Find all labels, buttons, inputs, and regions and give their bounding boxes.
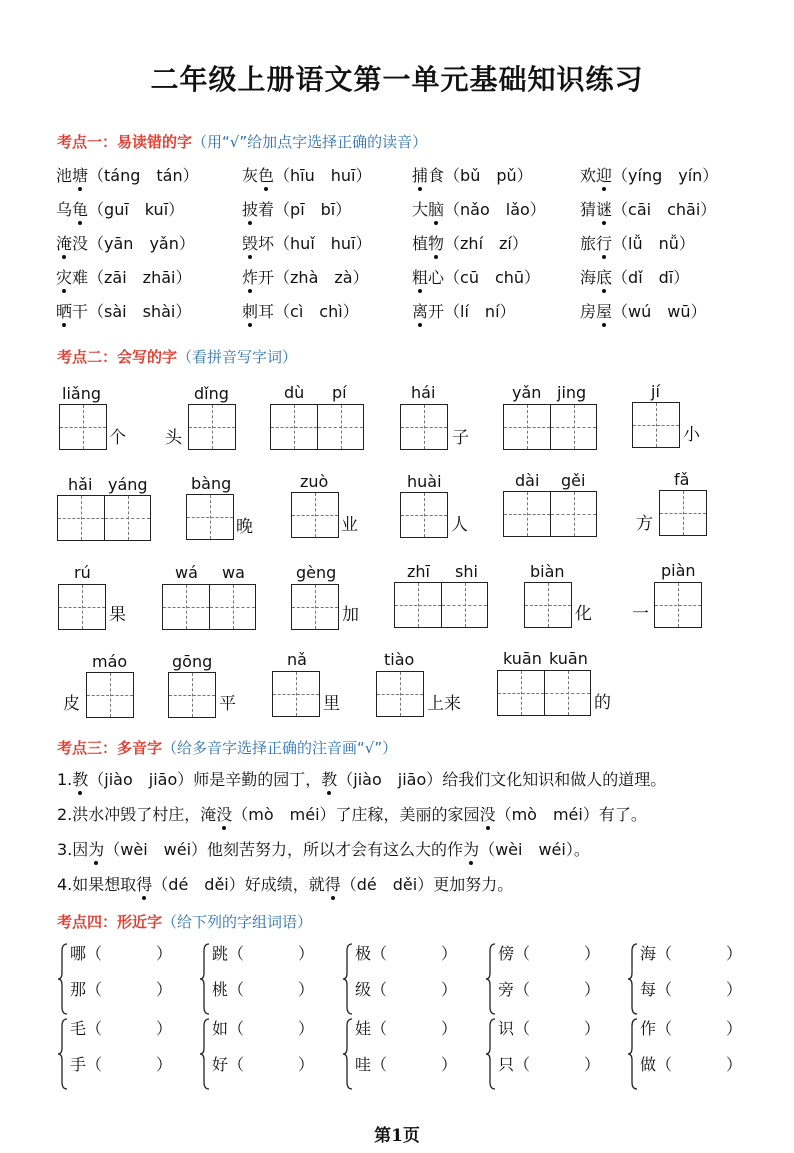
given-char: 人	[451, 515, 468, 535]
dotted-char: 灾	[56, 268, 73, 287]
given-char: 方	[636, 514, 653, 534]
close-paren: ）	[298, 1055, 315, 1074]
pinyin-ru: rú	[74, 563, 91, 582]
reading-item[interactable]	[580, 197, 716, 220]
brace-icon	[343, 943, 353, 1015]
given-char: 上来	[427, 694, 461, 714]
similar-char-group	[628, 1016, 758, 1092]
pinyin-zhi: zhī	[407, 562, 430, 581]
pinyin-huai: huài	[407, 472, 442, 491]
char-blank[interactable]: 旁（	[498, 980, 531, 999]
pinyin-gei: gěi	[561, 471, 586, 490]
tianzige-box[interactable]	[524, 582, 572, 628]
word-char: 没	[72, 234, 89, 253]
given-char: 业	[341, 515, 358, 535]
tianzige-box[interactable]	[168, 672, 216, 718]
similar-char-group	[486, 1016, 616, 1092]
tianzige-box[interactable]	[291, 492, 339, 538]
close-paren: ）	[298, 944, 315, 963]
sentence-text: 3.因	[57, 840, 89, 859]
char-blank[interactable]: 那（	[70, 980, 103, 999]
pinyin-kuan-2: kuān	[549, 649, 588, 668]
reading-item[interactable]	[412, 231, 528, 254]
close-paren: ）	[298, 980, 315, 999]
char-blank[interactable]: 作（	[640, 1019, 673, 1038]
tianzige-box[interactable]	[503, 491, 597, 537]
pinyin-options: （lǚ nǚ）	[612, 234, 695, 253]
dotted-char: 毁	[242, 234, 259, 253]
page-title: 二年级上册语文第一单元基础知识练习	[150, 63, 644, 96]
given-char: 一	[632, 604, 649, 624]
reading-item[interactable]	[56, 299, 191, 322]
brace-icon	[200, 943, 210, 1015]
word-char: 耳	[258, 302, 275, 321]
reading-row	[56, 163, 756, 189]
word-char: 欢	[580, 166, 597, 185]
tianzige-box[interactable]	[59, 404, 107, 450]
pinyin-options: （sài shài）	[88, 302, 192, 321]
pinyin-jing: jing	[557, 383, 587, 402]
char-blank[interactable]: 好（	[212, 1055, 245, 1074]
pinyin-du: dù	[284, 383, 305, 402]
char-blank[interactable]: 哇（	[355, 1055, 388, 1074]
pinyin-kuan: kuān	[503, 649, 542, 668]
dotted-char: 迎	[596, 166, 613, 185]
similar-char-group	[200, 941, 330, 1017]
tianzige-box[interactable]	[654, 582, 702, 628]
word-char: 房	[580, 302, 597, 321]
pinyin-options: （zhí zí）	[444, 234, 528, 253]
brace-icon	[58, 1018, 68, 1090]
char-blank[interactable]: 识（	[498, 1019, 531, 1038]
char-blank[interactable]: 跳（	[212, 944, 245, 963]
pinyin-bian: biàn	[530, 562, 565, 581]
pinyin-ji: jí	[651, 382, 660, 401]
char-blank[interactable]: 海（	[640, 944, 673, 963]
pinyin-options: （wú wū）	[612, 302, 707, 321]
tianzige-box[interactable]	[58, 584, 106, 630]
reading-item[interactable]	[56, 265, 191, 288]
dotted-char: 炸	[242, 268, 259, 287]
dotted-char: 脑	[428, 200, 445, 219]
reading-row	[56, 299, 756, 325]
dotted-char: 披	[242, 200, 259, 219]
tianzige-box[interactable]	[272, 671, 320, 717]
tianzige-box[interactable]	[632, 402, 680, 448]
char-blank[interactable]: 只（	[498, 1055, 531, 1074]
close-paren: ）	[298, 1019, 315, 1038]
word-char: 坏	[258, 234, 275, 253]
pinyin-options: （zāi zhāi）	[88, 268, 192, 287]
dotted-char: 为	[88, 840, 105, 859]
pinyin-shi: shi	[455, 562, 478, 581]
pinyin-dai: dài	[515, 471, 540, 490]
close-paren: ）	[584, 1055, 601, 1074]
tianzige-box[interactable]	[376, 671, 424, 717]
similar-char-group	[58, 941, 188, 1017]
close-paren: ）	[441, 980, 458, 999]
char-blank[interactable]: 哪（	[70, 944, 103, 963]
given-char: 加	[342, 605, 359, 625]
reading-item[interactable]	[56, 231, 195, 254]
reading-item[interactable]	[412, 265, 540, 288]
close-paren: ）	[156, 1019, 173, 1038]
tianzige-box[interactable]	[291, 584, 339, 630]
given-char: 平	[219, 694, 236, 714]
close-paren: ）	[584, 980, 601, 999]
word-char: 大	[412, 200, 429, 219]
pinyin-options: （dǐ dī）	[612, 268, 690, 287]
pinyin-options: （cū chū）	[444, 268, 541, 287]
pinyin-hai: hǎi	[68, 475, 93, 494]
reading-row	[56, 265, 756, 291]
similar-char-group	[58, 1016, 188, 1092]
dotted-char: 为	[463, 840, 480, 859]
tianzige-box[interactable]	[270, 404, 364, 450]
pinyin-options: （lí ní）	[444, 302, 516, 321]
similar-char-group	[486, 941, 616, 1017]
given-char: 皮	[63, 694, 80, 714]
pinyin-options: （bǔ pǔ）	[444, 166, 533, 185]
dotted-char: 谜	[596, 200, 613, 219]
close-paren: ）	[726, 980, 743, 999]
dotted-char: 底	[596, 268, 613, 287]
dotted-char: 淹	[56, 234, 73, 253]
reading-item[interactable]	[412, 299, 516, 322]
pinyin-options: （huǐ huī）	[274, 234, 372, 253]
pinyin-options: （zhà zà）	[274, 268, 369, 287]
char-blank[interactable]: 极（	[355, 944, 388, 963]
reading-item[interactable]	[412, 163, 533, 186]
dotted-char: 得	[136, 875, 153, 894]
dotted-char: 离	[412, 302, 429, 321]
pinyin-options: （yíng yín）	[612, 166, 719, 185]
sentence-text: 4.如果想取	[57, 875, 137, 894]
pinyin-options: （guī kuī）	[88, 200, 185, 219]
reading-item[interactable]	[580, 231, 695, 254]
reading-row	[56, 197, 756, 223]
reading-item[interactable]	[242, 265, 369, 288]
dotted-char: 捕	[412, 166, 429, 185]
page-number: 第1页	[374, 1126, 420, 1146]
dotted-char: 色	[258, 166, 275, 185]
pinyin-options: （cì chì）	[274, 302, 359, 321]
reading-item[interactable]	[412, 197, 546, 220]
given-char: 小	[683, 425, 700, 445]
tianzige-box[interactable]	[188, 404, 236, 450]
reading-item[interactable]	[580, 299, 707, 322]
pinyin-na: nǎ	[287, 650, 307, 669]
sentence-text[interactable]: （dé děi）更加努力。	[340, 875, 514, 894]
given-char: 果	[109, 605, 126, 625]
dotted-char: 塘	[72, 166, 89, 185]
char-blank[interactable]: 手（	[70, 1055, 103, 1074]
word-char: 植	[412, 234, 429, 253]
pinyin-bang: bàng	[191, 474, 232, 493]
given-char: 里	[323, 694, 340, 714]
char-blank[interactable]: 毛（	[70, 1019, 103, 1038]
pinyin-wa-2: wa	[222, 563, 245, 582]
char-blank[interactable]: 每（	[640, 980, 673, 999]
dotted-char: 龟	[72, 200, 89, 219]
brace-icon	[486, 1018, 496, 1090]
word-char: 旅	[580, 234, 597, 253]
brace-icon	[343, 1018, 353, 1090]
section-2-heading: 考点二：会写的字（看拼音写字词）	[57, 348, 298, 366]
dotted-char: 没	[479, 805, 496, 824]
reading-item[interactable]	[580, 265, 689, 288]
sentence-text[interactable]: （mò méi）有了。	[495, 805, 647, 824]
tianzige-box[interactable]	[186, 494, 234, 540]
dotted-char: 粗	[412, 268, 429, 287]
word-char: 着	[258, 200, 275, 219]
pinyin-mao: máo	[92, 652, 128, 671]
reading-item[interactable]	[56, 163, 199, 186]
section-1-heading: 考点一：易读错的字（用“√”给加点字选择正确的读音）	[57, 133, 428, 151]
similar-char-group	[343, 941, 473, 1017]
pinyin-ding: dǐng	[194, 384, 229, 403]
word-char: 开	[258, 268, 275, 287]
dotted-char: 教	[321, 770, 338, 789]
close-paren: ）	[584, 944, 601, 963]
sentence	[57, 872, 513, 895]
word-char: 灰	[242, 166, 259, 185]
similar-char-group	[343, 1016, 473, 1092]
pinyin-geng: gèng	[296, 563, 337, 582]
word-char: 海	[580, 268, 597, 287]
given-char: 头	[165, 428, 182, 448]
pinyin-yan: yǎn	[512, 383, 542, 402]
sentence	[57, 837, 590, 860]
pinyin-pian: piàn	[661, 561, 696, 580]
pinyin-wa: wá	[175, 563, 198, 582]
dotted-char: 教	[72, 770, 89, 789]
tianzige-box[interactable]	[497, 670, 591, 716]
sentence	[57, 802, 647, 825]
pinyin-liang: liǎng	[62, 384, 101, 403]
dotted-char: 没	[216, 805, 233, 824]
pinyin-options: （pī bī）	[274, 200, 352, 219]
sentence-text[interactable]: （wèi wéi）。	[479, 840, 590, 859]
word-char: 难	[72, 268, 89, 287]
word-char: 乌	[56, 200, 73, 219]
similar-char-group	[628, 941, 758, 1017]
pinyin-options: （cāi chāi）	[612, 200, 717, 219]
close-paren: ）	[726, 944, 743, 963]
tianzige-box[interactable]	[659, 490, 707, 536]
tianzige-box[interactable]	[162, 584, 256, 630]
pinyin-pi: pí	[332, 383, 347, 402]
dotted-char: 刺	[242, 302, 259, 321]
brace-icon	[58, 943, 68, 1015]
tianzige-box[interactable]	[400, 492, 448, 538]
reading-item[interactable]	[242, 197, 351, 220]
dotted-char: 得	[324, 875, 341, 894]
pinyin-zuo: zuò	[300, 472, 329, 491]
tianzige-box[interactable]	[503, 404, 597, 450]
reading-item[interactable]	[242, 299, 359, 322]
brace-icon	[628, 943, 638, 1015]
tianzige-box[interactable]	[394, 582, 488, 628]
close-paren: ）	[441, 1019, 458, 1038]
reading-item[interactable]	[242, 231, 372, 254]
sentence-text: 1.	[57, 770, 73, 789]
brace-icon	[200, 1018, 210, 1090]
tianzige-box[interactable]	[57, 495, 151, 541]
char-blank[interactable]: 如（	[212, 1019, 245, 1038]
given-char: 的	[594, 693, 611, 713]
close-paren: ）	[726, 1055, 743, 1074]
word-char: 心	[428, 268, 445, 287]
reading-item[interactable]	[580, 163, 718, 186]
word-char: 干	[72, 302, 89, 321]
word-char: 池	[56, 166, 73, 185]
sentence-text[interactable]: （dé děi）好成绩，就	[152, 875, 325, 894]
dotted-char: 晒	[56, 302, 73, 321]
close-paren: ）	[441, 944, 458, 963]
close-paren: ）	[726, 1019, 743, 1038]
sentence-text[interactable]: （wèi wéi）他刻苦努力，所以才会有这么大的作	[104, 840, 464, 859]
similar-char-group	[200, 1016, 330, 1092]
pinyin-fa: fǎ	[674, 470, 690, 489]
reading-row	[56, 231, 756, 257]
pinyin-hai: hái	[411, 383, 436, 402]
sentence	[57, 767, 666, 790]
sentence-text: 2.洪水冲毁了村庄，淹	[57, 805, 217, 824]
pinyin-options: （yān yǎn）	[88, 234, 195, 253]
char-blank[interactable]: 娃（	[355, 1019, 388, 1038]
brace-icon	[628, 1018, 638, 1090]
sentence-text[interactable]: （mò méi）了庄稼，美丽的家园	[232, 805, 480, 824]
pinyin-options: （táng tán）	[88, 166, 199, 185]
section-3-heading: 考点三：多音字（给多音字选择正确的注音画“√”）	[57, 739, 398, 757]
section-4-heading: 考点四：形近字（给下列的字组词语）	[57, 913, 313, 931]
dotted-char: 屋	[596, 302, 613, 321]
word-char: 猜	[580, 200, 597, 219]
pinyin-options: （nǎo lǎo）	[444, 200, 546, 219]
given-char: 个	[109, 428, 126, 448]
reading-item[interactable]	[56, 197, 184, 220]
tianzige-box[interactable]	[86, 672, 134, 718]
pinyin-gong: gōng	[172, 652, 213, 671]
pinyin-yang: yáng	[108, 475, 148, 494]
char-blank[interactable]: 做（	[640, 1055, 673, 1074]
close-paren: ）	[584, 1019, 601, 1038]
dotted-char: 物	[428, 234, 445, 253]
close-paren: ）	[156, 944, 173, 963]
pinyin-options: （hīu huī）	[274, 166, 372, 185]
char-blank[interactable]: 傍（	[498, 944, 531, 963]
given-char: 子	[452, 428, 469, 448]
sentence-text[interactable]: （jiào jiāo）给我们文化知识和做人的道理。	[337, 770, 667, 789]
pinyin-tiao: tiào	[384, 650, 415, 669]
close-paren: ）	[441, 1055, 458, 1074]
close-paren: ）	[156, 980, 173, 999]
reading-item[interactable]	[242, 163, 372, 186]
given-char: 化	[575, 604, 592, 624]
tianzige-box[interactable]	[400, 404, 448, 450]
word-char: 开	[428, 302, 445, 321]
given-char: 晚	[236, 517, 253, 537]
close-paren: ）	[156, 1055, 173, 1074]
word-char: 食	[428, 166, 445, 185]
sentence-text[interactable]: （jiào jiāo）师是辛勤的园丁，	[88, 770, 322, 789]
brace-icon	[486, 943, 496, 1015]
char-blank[interactable]: 级（	[355, 980, 388, 999]
dotted-char: 行	[596, 234, 613, 253]
char-blank[interactable]: 桃（	[212, 980, 245, 999]
